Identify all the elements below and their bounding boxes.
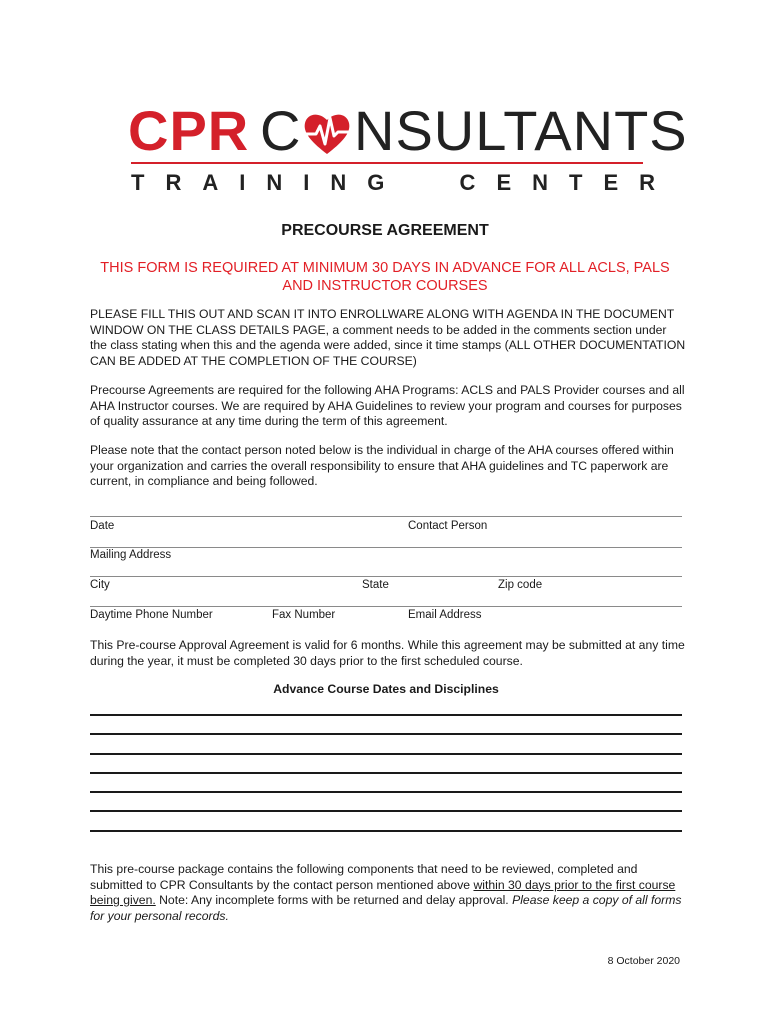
closing-text: This pre-course package contains the following components that need to be reviewed, completed and submitted to CPR Consultants by the contact person mentioned above bbox=[90, 862, 638, 892]
logo-subtitle: TRAINING CENTER bbox=[131, 170, 676, 195]
course-dates-line[interactable] bbox=[90, 791, 682, 793]
contact-person-paragraph: Please note that the contact person noted below is the individual in charge of the AHA courses offered within your organization and carries the overall responsibility to ensure that AHA guidelines and TC paperwork are current, in compliance and being followed. bbox=[90, 443, 674, 488]
form-row-date-contact bbox=[90, 516, 682, 548]
form-row-mailing-address bbox=[90, 546, 682, 577]
advance-course-dates-heading: Advance Course Dates and Disciplines bbox=[273, 682, 499, 696]
cpr-consultants-logo bbox=[128, 99, 688, 164]
course-dates-line[interactable] bbox=[90, 753, 682, 755]
keep-copy-italic-text: Please keep a copy of all forms for your personal records. bbox=[90, 893, 682, 923]
validity-paragraph: This Pre-course Approval Agreement is valid for 6 months. While this agreement may be submitted at any time during the year, it must be completed 30 days prior to the first scheduled course. bbox=[90, 638, 685, 668]
state-field-label[interactable]: State bbox=[362, 579, 389, 591]
aha-programs-paragraph: Precourse Agreements are required for the following AHA Programs: ACLS and PALS Provider courses and all AHA Instructor courses. We are required by AHA Guidelines to review your program and courses for purposes of quality assurance at any time during the term of this agreement. bbox=[90, 383, 685, 428]
fax-number-field-label[interactable]: Fax Number bbox=[272, 609, 336, 621]
footer-date: 8 October 2020 bbox=[607, 955, 680, 967]
date-field-label[interactable]: Date bbox=[90, 520, 115, 532]
deadline-notice: THIS FORM IS REQUIRED AT MINIMUM 30 DAYS IN ADVANCE FOR ALL ACLS, PALS AND INSTRUCTOR COURSES bbox=[100, 260, 670, 294]
page-title: PRECOURSE AGREEMENT bbox=[281, 222, 489, 239]
logo-c-letter: C bbox=[260, 99, 301, 162]
closing-note: Note: Any incomplete forms with be returned and delay approval. bbox=[155, 893, 513, 907]
logo-nsultants-text: NSULTANTS bbox=[354, 99, 688, 162]
enrollware-instructions: PLEASE FILL THIS OUT AND SCAN IT INTO ENROLLWARE ALONG WITH AGENDA IN THE DOCUMENT WINDOW ON THE CLASS DETAILS PAGE, a comment needs to be added in the comments section under the class stating when this and the agenda were added, since it time stamps (ALL OTHER DOCUMENTATION CAN BE ADDED AT THE COMPLETION OF THE COURSE) bbox=[90, 307, 686, 368]
course-dates-line[interactable] bbox=[90, 714, 682, 716]
course-dates-line[interactable] bbox=[90, 830, 682, 832]
email-address-field-label[interactable]: Email Address bbox=[408, 609, 482, 621]
course-dates-line[interactable] bbox=[90, 733, 682, 735]
form-row-city-state-zip bbox=[90, 576, 682, 607]
form-row-phone-fax-email bbox=[90, 606, 682, 636]
mailing-address-field-label[interactable]: Mailing Address bbox=[90, 549, 172, 561]
logo-cpr-text: CPR bbox=[128, 99, 250, 162]
course-dates-line[interactable] bbox=[90, 772, 682, 774]
logo-divider bbox=[131, 162, 643, 164]
deadline-underlined-text: within 30 days prior to the first course being given. bbox=[90, 877, 676, 907]
zip-code-field-label[interactable]: Zip code bbox=[498, 579, 543, 591]
contact-person-field-label[interactable]: Contact Person bbox=[408, 520, 488, 532]
heart-pulse-icon bbox=[302, 110, 352, 156]
closing-paragraph bbox=[90, 862, 686, 924]
course-dates-line[interactable] bbox=[90, 810, 682, 812]
city-field-label[interactable]: City bbox=[90, 579, 110, 591]
daytime-phone-field-label[interactable]: Daytime Phone Number bbox=[90, 609, 213, 621]
